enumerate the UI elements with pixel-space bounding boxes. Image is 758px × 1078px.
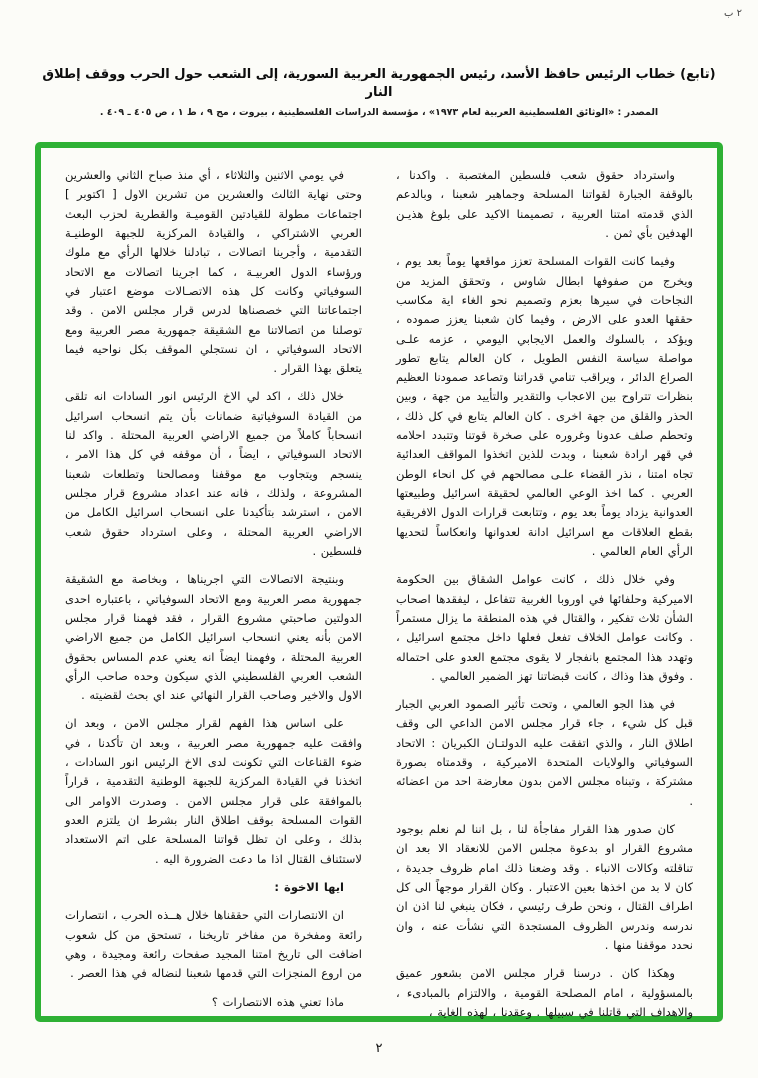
source-line: المصدر : «الوثائق الفلسطينية العربية لعام ١٩٧٣» ، مؤسسة الدراسات الفلسطينية ، بيروت ، مج ٩ ، ط ١ ، ص ٤٠٥ ـ ٤٠٩ .: [99, 107, 659, 119]
paragraph: وبنتيجة الاتصالات التي اجريناها ، وبخاصة مع الشقيقة جمهورية مصر العربية ومع الاتحاد السوفياتي ، باعتباره احدى الدولتين صاحبتي مشروع القرار ، فقد فهمنا قرار مجلس الامن بأنه يعني انسحاب اسرائيل الكامل من جميع الاراضي العربية المحتلة ، وفهمنا ايضاً انه يعني عدم المساس بحقوق الشعب العربي الفلسطيني الذي سيكون وحده صاحب الرأي الاول والاخير وصاحب القرار النهائي عند اي بحث لقضيته .: [65, 572, 362, 703]
paragraph: وفي خلال ذلك ، كانت عوامل الشقاق بين الحكومة الاميركية وحلفائها في اوروبا الغربية تتفاعل ، ليفقدها اصحاب الشأن ثلاث تفكير ، والقتال في هذه المنطقة ما يزال مستمراً . وكانت عوامل الخلاف تفعل فعلها داخل مجتمع اسرائيل ، وتهدد هذا المجتمع بانفجار لا يقوى مجتمع العدو على احتماله . وفوق هذا وذاك ، كانت قبضاتنا تهز الضمير العالمي .: [396, 572, 693, 683]
paragraph: وهكذا كان . درسنا قرار مجلس الامن بشعور عميق بالمسؤولية ، امام المصلحة القومية ، والالتزام بالمبادىء ، والاهداف التي قاتلنا في سبيلها . وعقدنا ، لهذه الغاية ،: [396, 966, 693, 1019]
paragraph: في هذا الجو العالمي ، وتحت تأثير الصمود العربي الجبار قبل كل شيء ، جاء قرار مجلس الامن الداعي الى وقف اطلاق النار ، والذي اتفقت عليه الدولتـان الكبريان : الاتحاد السوفياتي والولايات المتحدة الاميركية ، وقدمتاه بصورة مشتركة ، وتبناه مجلس الامن بدون معارضة احد من اعضائه .: [396, 697, 693, 808]
page-title: (تابع) خطاب الرئيس حافظ الأسد، رئيس الجمهورية العربية السورية، إلى الشعب حول الحرب ووقف إطلاق النار: [42, 67, 716, 101]
green-frame: [35, 142, 723, 1022]
salutation-line: ايها الاخوة :: [274, 879, 344, 894]
closing-question: ماذا تعني هذه الانتصارات ؟: [211, 994, 344, 1009]
corner-mark: ٢ ب: [724, 8, 742, 19]
text-columns: [41, 148, 717, 1019]
text-column-right: [396, 166, 693, 1019]
paragraph: كان صدور هذا القرار مفاجأة لنا ، بل اننا لم نعلم بوجود مشروع القرار او بدعوة مجلس الامن للانعقاد الا بعد ان تناقلته وكالات الانباء . وقد وضعنا ذلك امام ظروف جديدة ، كان لا بد من اخذها بعين الاعتبار . وكان القرار موجهاً الى كل اطراف القتال ، ونحن طرف رئيسي ، فكان ينبغي لنا اذن ان ندرسه وندرس الظروف المستجدة التي نشأت عنه ، وان نحدد موقفنا منها .: [396, 822, 693, 952]
document-header: [30, 66, 728, 118]
page-number: ٢: [375, 1041, 383, 1056]
text-column-left: [65, 166, 362, 1009]
paragraph: ان الانتصارات التي حققناها خلال هــذه الحرب ، انتصارات رائعة ومفخرة من مفاخر تاريخنا ، تستحق من كل شعوب اضافت الى تاريخ امتنا المجيد صفحات رائعة ومجيدة ، وهي من اروع المنجزات التي قدمها شعبنا لنضاله في هذا العصر .: [65, 908, 362, 981]
paragraph: على اساس هذا الفهم لقرار مجلس الامن ، وبعد ان وافقت عليه جمهورية مصر العربية ، وبعد ان تأكدنا ، في ضوء القناعات التي تكونت لدى الاخ الرئيس انور السادات ، اتخذنا في القيادة المركزية للجبهة الوطنية التقدمية ، قراراً بالموافقة على قرار مجلس الامن . وصدرت الاوامر الى القوات المسلحة بوقف اطلاق النار بشرط ان يلتزم العدو بذلك ، وعلى ان تظل قواتنا المسلحة على اتم الاستعداد لاستئناف القتال اذا ما دعت الضرورة اليه .: [65, 716, 362, 866]
paragraph: وفيما كانت القوات المسلحة تعزز مواقعها يوماً بعد يوم ، ويخرج من صفوفها ابطال شاوس ، وتحقق المزيد من النجاحات في سيرها بعزم وتصميم نحو الغاء اية مكاسب حققها العدو على الارض ، وفيما كان شعبنا يعزز صموده ، ويؤكد ، بالسلوك والعمل الايجابي اليومي ، عزمه علـى مواصلة سياسة النفس الطويل ، كان العالم يتابع تطور الصراع الدائر ، ويراقب تنامي قدراتنا وتصاعد صمودنا العظيم بنظرات تتراوح بين الاعجاب والتقدير والتأييد من جهة ، وبين الحذر والقلق من جهة اخرى . كان العالم يتابع في كل ذلك ، وتحطم صلف عدونا وغروره على صخرة قوتنا وتتبدد احلامه في قهر ارادة شعبنا ، وبدت للذين اتخذوا المواقف العدائية تجاه امتنا ، نذر القضاء علـى مصالحهم في كل انحاء الوطن العربي . كما اخذ الوعي العالمي لحقيقة اسرائيل وطبيعتها العدوانية يزداد يوماً بعد يوم ، وتتابعت قرارات الدول الافريقية بقطع العلاقات مع اسرائيل ادانة لعدوانها وانعكاساً لتحديها الرأي العام العالمي .: [396, 254, 693, 558]
paragraph: واسترداد حقوق شعب فلسطين المغتصبة . واكدنا ، بالوقفة الجبارة لقواتنا المسلحة وجماهير شعبنا ، وبالدعم الذي قدمته امتنا العربية ، تصميمنا الاكيد على بلوغ هذيـن الهدفين بأي ثمن .: [396, 168, 693, 240]
paragraph: في يومي الاثنين والثلاثاء ، أي منذ صباح الثاني والعشرين وحتى نهاية الثالث والعشرين من تشرين الاول [ اكتوبر ] اجتماعات مطولة للقيادتين القوميـة والقطرية لحزب البعث العربي الاشتراكي ، والقيادة المركزية للجبهة الوطنيـة التقدمية ، وأجرينا اتصالات ، تبادلنا خلالها الرأي مع ملوك ورؤساء الدول العربيـة ، كما اجرينا اتصالات مع الاتحاد السوفياتي وكانت كل هذه الاتصـالات موضع اعتبار في اجتماعاتنا التي خصصناها لدرس قرار مجلس الامن . وقد توصلنا من اتصالاتنا مع الشقيقة جمهورية مصر العربية ومع الاتحاد السوفياتي ، ان نستجلي الموقف بكل نواحيه فيما يتعلق بهذا القرار .: [65, 168, 362, 376]
paragraph: خلال ذلك ، اكد لي الاخ الرئيس انور السادات انه تلقى من القيادة السوفياتية ضمانات بأن يتم انسحاب اسرائيل انسحاباً كاملاً من جميع الاراضي العربية المحتلة . واكد لنا الاتحاد السوفياتي ، ايضاً ، أن موقفه في كل هذا الامر ، ينسجم ويتجاوب مع موقفنا ومصالحنا وتطلعات شعبنا المشروعة ، ولذلك ، فانه عند اعداد مشروع قرار مجلس الامن ، استرشد بتأكيدنا على انسحاب اسرائيل الكامل من الاراضي العربية المحتلة ، وعلى استرداد حقوق شعب فلسطين .: [65, 389, 362, 558]
